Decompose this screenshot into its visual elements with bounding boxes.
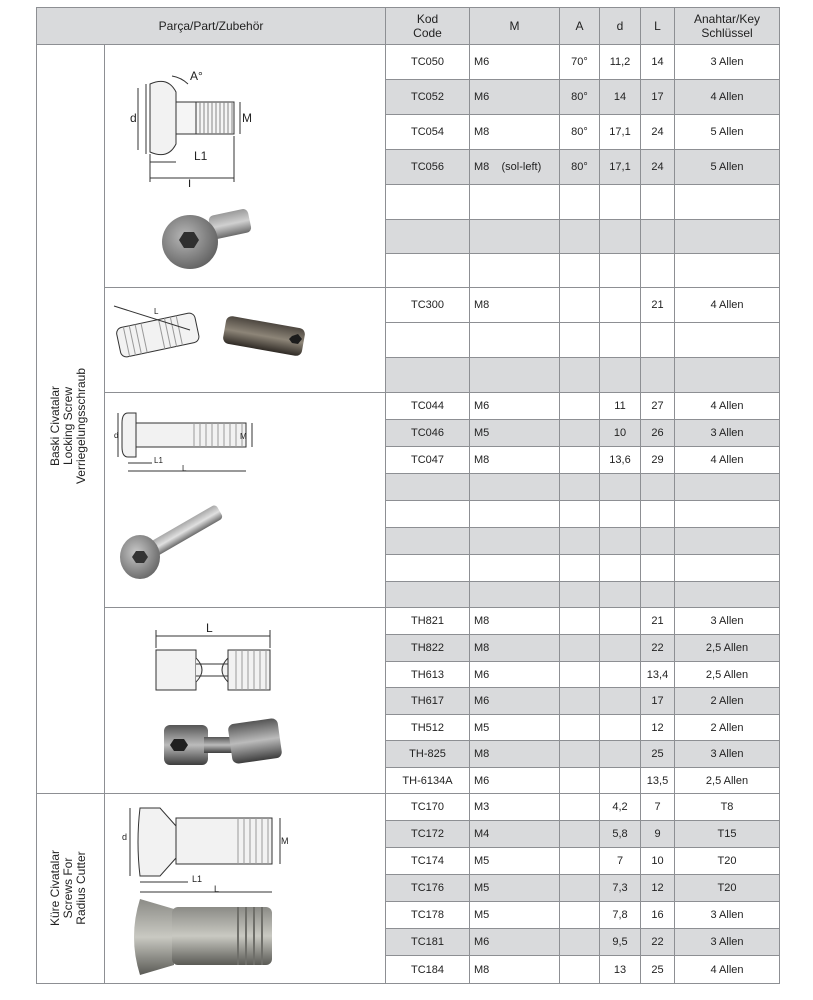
cell-m — [470, 501, 560, 528]
cell-code: TC056 — [386, 150, 470, 185]
cell-key: 3 Allen — [675, 929, 780, 956]
cell-m — [470, 358, 560, 393]
cell-code — [386, 528, 470, 555]
table-row — [386, 608, 780, 635]
cell-d: 14 — [600, 80, 641, 115]
table-row — [386, 150, 780, 185]
table-row — [386, 635, 780, 662]
cell-l: 17 — [641, 80, 675, 115]
table-row — [386, 741, 780, 768]
header-part: Parça/Part/Zubehör — [36, 7, 386, 45]
cell-m: M5 — [470, 420, 560, 447]
cell-m: M8 — [470, 635, 560, 662]
cell-d — [600, 582, 641, 608]
cell-l: 24 — [641, 150, 675, 185]
cell-m: M8 — [470, 956, 560, 984]
cell-key: 3 Allen — [675, 608, 780, 635]
table-row — [386, 254, 780, 288]
label-l1: L1 — [154, 456, 163, 465]
cell-code — [386, 185, 470, 220]
cell-a — [560, 848, 600, 875]
cell-code: TC047 — [386, 447, 470, 474]
cell-key: 3 Allen — [675, 741, 780, 768]
cell-d — [600, 608, 641, 635]
table-row — [386, 45, 780, 80]
cell-d — [600, 474, 641, 501]
cell-key — [675, 358, 780, 393]
cell-key: 4 Allen — [675, 393, 780, 420]
cell-m: M8 — [470, 115, 560, 150]
table-row — [386, 80, 780, 115]
section-locking-label: Baski Civatalar Locking Screw Verriegelungsschraub — [48, 367, 88, 485]
cell-m — [470, 555, 560, 582]
table-row — [386, 358, 780, 393]
table-row — [386, 688, 780, 715]
cell-a — [560, 688, 600, 715]
table-row — [386, 794, 780, 821]
cell-d: 7,8 — [600, 902, 641, 929]
cell-m: M8 — [470, 447, 560, 474]
cell-key — [675, 185, 780, 220]
cell-code: TC174 — [386, 848, 470, 875]
cell-code: TC300 — [386, 288, 470, 323]
table-row — [386, 393, 780, 420]
cell-key: 4 Allen — [675, 447, 780, 474]
cell-a — [560, 662, 600, 688]
cell-l — [641, 323, 675, 358]
cell-code: TH617 — [386, 688, 470, 715]
cell-key: 3 Allen — [675, 420, 780, 447]
cell-l: 10 — [641, 848, 675, 875]
cell-a — [560, 254, 600, 288]
cell-a — [560, 288, 600, 323]
table-row — [386, 902, 780, 929]
label-l1: L1 — [192, 874, 203, 884]
cell-l: 13,5 — [641, 768, 675, 794]
cell-l: 29 — [641, 447, 675, 474]
cell-code: TC044 — [386, 393, 470, 420]
cell-m — [470, 474, 560, 501]
cell-l: 21 — [641, 608, 675, 635]
cell-a — [560, 875, 600, 902]
cell-a — [560, 185, 600, 220]
cell-a — [560, 608, 600, 635]
cell-d — [600, 323, 641, 358]
cell-code — [386, 582, 470, 608]
table-row — [386, 956, 780, 984]
table-row — [386, 420, 780, 447]
cell-d — [600, 185, 641, 220]
cell-a — [560, 447, 600, 474]
cell-m: M5 — [470, 875, 560, 902]
cell-key — [675, 323, 780, 358]
cell-l — [641, 254, 675, 288]
cell-m: M4 — [470, 821, 560, 848]
cell-key: 2,5 Allen — [675, 662, 780, 688]
cell-m: M8 — [470, 741, 560, 768]
locking-screw-diagram-4 — [150, 620, 280, 700]
cell-d — [600, 528, 641, 555]
cell-d: 4,2 — [600, 794, 641, 821]
table-row — [386, 768, 780, 794]
header-l: L — [641, 7, 675, 45]
table-row — [386, 447, 780, 474]
cell-l — [641, 501, 675, 528]
cell-d: 9,5 — [600, 929, 641, 956]
cell-d: 7,3 — [600, 875, 641, 902]
cell-m — [470, 185, 560, 220]
cell-key — [675, 528, 780, 555]
section-radius-label: Küre Civatalar Screws For Radius Cutter — [48, 849, 88, 927]
cell-d: 10 — [600, 420, 641, 447]
cell-l — [641, 555, 675, 582]
cell-key: 5 Allen — [675, 150, 780, 185]
cell-l: 25 — [641, 956, 675, 984]
locking-screw-diagram-1 — [110, 62, 260, 187]
cell-m: M8 (sol-left) — [470, 150, 560, 185]
cell-d — [600, 288, 641, 323]
locking-screw-diagram-3 — [112, 405, 262, 475]
cell-code: TH512 — [386, 715, 470, 741]
cell-l — [641, 528, 675, 555]
cell-code: TC052 — [386, 80, 470, 115]
cell-m — [470, 220, 560, 254]
cell-l: 21 — [641, 288, 675, 323]
cell-d: 13 — [600, 956, 641, 984]
cell-key: 2,5 Allen — [675, 768, 780, 794]
table-row — [386, 848, 780, 875]
cell-code: TH-825 — [386, 741, 470, 768]
locking-screw-photo-2 — [220, 312, 310, 362]
cell-d — [600, 254, 641, 288]
cell-code — [386, 501, 470, 528]
cell-d — [600, 768, 641, 794]
label-l: L — [214, 884, 220, 894]
cell-key — [675, 582, 780, 608]
cell-a — [560, 956, 600, 984]
table-row — [386, 582, 780, 608]
cell-code: TC178 — [386, 902, 470, 929]
locking-screw-photo-1 — [160, 200, 260, 275]
cell-d: 11 — [600, 393, 641, 420]
cell-a — [560, 821, 600, 848]
cell-code: TH-6134A — [386, 768, 470, 794]
cell-a — [560, 393, 600, 420]
cell-a — [560, 555, 600, 582]
cell-m — [470, 254, 560, 288]
table-row — [386, 662, 780, 688]
cell-key: 4 Allen — [675, 80, 780, 115]
radius-screw-photo — [122, 893, 282, 981]
cell-m — [470, 582, 560, 608]
cell-d — [600, 635, 641, 662]
cell-m: M6 — [470, 80, 560, 115]
cell-a — [560, 768, 600, 794]
cell-key — [675, 555, 780, 582]
cell-l: 14 — [641, 45, 675, 80]
table-row — [386, 875, 780, 902]
cell-code: TC050 — [386, 45, 470, 80]
cell-a — [560, 528, 600, 555]
cell-l — [641, 220, 675, 254]
cell-l — [641, 185, 675, 220]
cell-m: M5 — [470, 902, 560, 929]
cell-key: 5 Allen — [675, 115, 780, 150]
cell-code — [386, 474, 470, 501]
cell-key: 4 Allen — [675, 956, 780, 984]
header-key: Anahtar/Key Schlüssel — [675, 7, 780, 45]
cell-m — [470, 528, 560, 555]
cell-a — [560, 582, 600, 608]
label-d: d — [114, 431, 119, 440]
cell-a — [560, 220, 600, 254]
cell-code: TC046 — [386, 420, 470, 447]
cell-d: 17,1 — [600, 150, 641, 185]
cell-m: M6 — [470, 768, 560, 794]
cell-code: TC176 — [386, 875, 470, 902]
cell-d — [600, 741, 641, 768]
cell-a — [560, 474, 600, 501]
cell-d: 17,1 — [600, 115, 641, 150]
label-m: M — [242, 111, 252, 125]
cell-key: 2 Allen — [675, 715, 780, 741]
cell-d — [600, 501, 641, 528]
cell-key: 4 Allen — [675, 288, 780, 323]
cell-d — [600, 555, 641, 582]
table-row — [386, 115, 780, 150]
cell-code: TH613 — [386, 662, 470, 688]
cell-m — [470, 323, 560, 358]
radius-screw-diagram — [118, 804, 288, 894]
cell-key — [675, 501, 780, 528]
cell-a — [560, 323, 600, 358]
cell-m: M8 — [470, 288, 560, 323]
cell-key — [675, 254, 780, 288]
table-row — [386, 288, 780, 323]
table-row — [386, 501, 780, 528]
cell-l: 27 — [641, 393, 675, 420]
cell-code: TH822 — [386, 635, 470, 662]
header-a: A — [560, 7, 600, 45]
cell-l — [641, 358, 675, 393]
table-row — [386, 474, 780, 501]
table-row — [386, 220, 780, 254]
cell-code — [386, 358, 470, 393]
cell-key: 3 Allen — [675, 902, 780, 929]
cell-a — [560, 929, 600, 956]
cell-key — [675, 474, 780, 501]
cell-code: TH821 — [386, 608, 470, 635]
cell-m: M6 — [470, 688, 560, 715]
cell-m: M3 — [470, 794, 560, 821]
cell-code — [386, 254, 470, 288]
cell-code: TC184 — [386, 956, 470, 984]
cell-m: M6 — [470, 393, 560, 420]
label-l: L — [154, 307, 159, 316]
cell-a — [560, 741, 600, 768]
cell-a — [560, 902, 600, 929]
table-row — [386, 715, 780, 741]
label-a-angle: A° — [190, 69, 203, 83]
locking-screw-diagram-2 — [110, 296, 210, 376]
cell-key: T20 — [675, 875, 780, 902]
cell-key: 3 Allen — [675, 45, 780, 80]
header-code: Kod Code — [386, 7, 470, 45]
cell-d: 5,8 — [600, 821, 641, 848]
cell-d: 7 — [600, 848, 641, 875]
cell-key: 2 Allen — [675, 688, 780, 715]
cell-key — [675, 220, 780, 254]
cell-d — [600, 662, 641, 688]
label-l: L — [206, 621, 213, 635]
table-row — [386, 323, 780, 358]
cell-a: 80° — [560, 115, 600, 150]
label-l1: L1 — [194, 149, 208, 163]
cell-code — [386, 323, 470, 358]
table-row — [386, 821, 780, 848]
cell-d — [600, 688, 641, 715]
table-row — [386, 528, 780, 555]
locking-screw-photo-4 — [160, 715, 285, 775]
cell-a — [560, 794, 600, 821]
cell-l — [641, 474, 675, 501]
cell-a — [560, 420, 600, 447]
cell-key: T15 — [675, 821, 780, 848]
cell-l: 12 — [641, 715, 675, 741]
cell-l — [641, 582, 675, 608]
cell-l: 25 — [641, 741, 675, 768]
label-l: L — [182, 464, 187, 473]
header-d: d — [600, 7, 641, 45]
cell-l: 22 — [641, 929, 675, 956]
cell-code: TC054 — [386, 115, 470, 150]
table-row — [386, 185, 780, 220]
cell-d — [600, 358, 641, 393]
cell-l: 12 — [641, 875, 675, 902]
cell-a: 80° — [560, 80, 600, 115]
cell-l: 16 — [641, 902, 675, 929]
cell-code: TC181 — [386, 929, 470, 956]
cell-m: M6 — [470, 929, 560, 956]
label-m: M — [240, 432, 247, 441]
cell-m: M6 — [470, 45, 560, 80]
cell-a — [560, 715, 600, 741]
cell-m: M5 — [470, 715, 560, 741]
cell-key: 2,5 Allen — [675, 635, 780, 662]
cell-a — [560, 501, 600, 528]
locking-screw-photo-3 — [118, 505, 228, 585]
label-d: d — [122, 832, 128, 842]
cell-code — [386, 220, 470, 254]
cell-code: TC170 — [386, 794, 470, 821]
cell-l: 13,4 — [641, 662, 675, 688]
cell-m: M5 — [470, 848, 560, 875]
cell-d: 11,2 — [600, 45, 641, 80]
cell-key: T8 — [675, 794, 780, 821]
cell-l: 26 — [641, 420, 675, 447]
cell-key: T20 — [675, 848, 780, 875]
cell-l: 17 — [641, 688, 675, 715]
header-m: M — [470, 7, 560, 45]
cell-m: M6 — [470, 662, 560, 688]
label-m: M — [281, 836, 288, 846]
cell-l: 22 — [641, 635, 675, 662]
label-l: L — [188, 177, 195, 187]
table-row — [386, 929, 780, 956]
cell-code: TC172 — [386, 821, 470, 848]
cell-d: 13,6 — [600, 447, 641, 474]
cell-a — [560, 635, 600, 662]
cell-m: M8 — [470, 608, 560, 635]
cell-l: 24 — [641, 115, 675, 150]
cell-a: 70° — [560, 45, 600, 80]
table-row — [386, 555, 780, 582]
cell-a — [560, 358, 600, 393]
label-d: d — [130, 111, 137, 125]
cell-l: 7 — [641, 794, 675, 821]
cell-l: 9 — [641, 821, 675, 848]
cell-a: 80° — [560, 150, 600, 185]
cell-d — [600, 715, 641, 741]
cell-d — [600, 220, 641, 254]
cell-code — [386, 555, 470, 582]
